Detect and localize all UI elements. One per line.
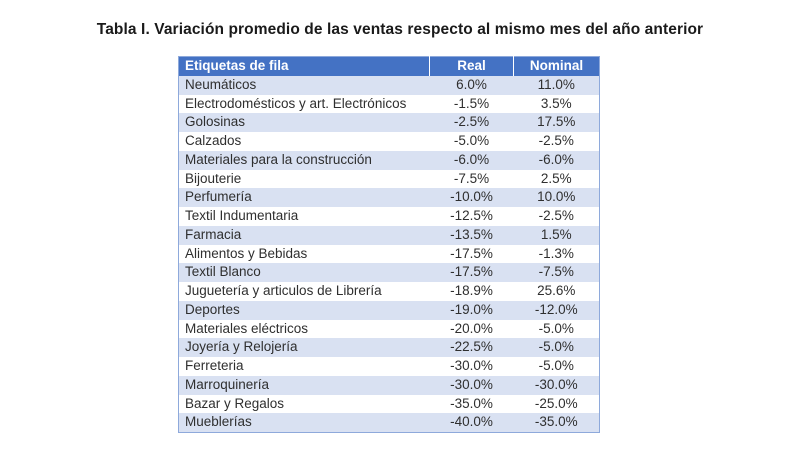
table-row	[179, 188, 600, 207]
row-label: Textil Indumentaria	[185, 208, 299, 223]
nominal-value: 25.6%	[537, 283, 576, 298]
table-row	[179, 376, 600, 395]
real-value: -1.5%	[453, 95, 490, 111]
row-label: Joyería y Relojería	[185, 339, 298, 355]
real-value: -2.5%	[453, 114, 490, 130]
row-label: Marroquinería	[185, 376, 270, 392]
table-row	[179, 95, 600, 114]
row-label: Perfumería	[185, 189, 252, 205]
nominal-value: 10.0%	[537, 189, 576, 205]
row-label: Electrodomésticos y art. Electrónicos	[185, 95, 407, 111]
row-label: Bijouterie	[185, 170, 242, 186]
nominal-value: -5.0%	[538, 320, 574, 336]
nominal-value: -2.5%	[538, 133, 574, 148]
row-label: Deportes	[185, 301, 240, 317]
row-label: Bazar y Regalos	[185, 395, 285, 411]
real-value: -30.0%	[450, 376, 493, 392]
nominal-value: 3.5%	[540, 95, 572, 111]
table-row	[179, 320, 600, 339]
real-value: -18.9%	[450, 283, 493, 298]
row-label: Farmacia	[185, 226, 242, 242]
real-value: -22.5%	[450, 339, 493, 355]
sales-variation-table	[178, 56, 600, 433]
table-row	[179, 282, 600, 301]
real-value: -17.5%	[450, 264, 493, 280]
column-header-real: Real	[430, 57, 514, 76]
nominal-value: 11.0%	[537, 76, 575, 92]
nominal-value: -30.0%	[534, 376, 578, 392]
nominal-value: -6.0%	[538, 151, 574, 167]
row-label: Juguetería y articulos de Librería	[185, 283, 382, 298]
row-label: Textil Blanco	[185, 264, 261, 280]
nominal-value: 17.5%	[537, 114, 576, 130]
table-row	[179, 301, 600, 320]
nominal-value: 1.5%	[540, 226, 572, 242]
row-label: Calzados	[185, 133, 242, 148]
table-header-row	[179, 57, 600, 76]
real-value: -17.5%	[450, 245, 493, 261]
page-title: Tabla I. Variación promedio de las ventas respecto al mismo mes del año anterior	[96, 21, 704, 38]
row-label: Alimentos y Bebidas	[185, 245, 308, 261]
table-row	[179, 413, 600, 432]
nominal-value: -35.0%	[534, 414, 578, 430]
row-label: Golosinas	[185, 114, 246, 130]
row-label: Mueblerías	[185, 414, 252, 430]
row-label: Ferreteria	[185, 358, 244, 373]
nominal-value: -12.0%	[534, 301, 578, 317]
nominal-value: -5.0%	[538, 339, 574, 355]
table-row	[179, 263, 600, 282]
nominal-value: -1.3%	[538, 245, 574, 261]
table-row	[179, 395, 600, 414]
real-value: 6.0%	[456, 76, 487, 92]
nominal-value: -2.5%	[538, 208, 574, 223]
table-row	[179, 113, 600, 132]
nominal-value: -5.0%	[538, 358, 574, 373]
table-row	[179, 245, 600, 264]
nominal-value: 2.5%	[540, 170, 572, 186]
real-value: -20.0%	[450, 320, 493, 336]
row-label: Materiales para la construcción	[185, 151, 372, 167]
row-label: Neumáticos	[185, 76, 257, 92]
real-value: -30.0%	[450, 358, 493, 373]
nominal-value: -7.5%	[538, 264, 574, 280]
nominal-value: -25.0%	[534, 395, 578, 411]
table-row	[179, 151, 600, 170]
table-row	[179, 132, 600, 151]
table-row	[179, 76, 600, 95]
column-header-nominal: Nominal	[514, 57, 600, 76]
table-row	[179, 207, 600, 226]
real-value: -40.0%	[450, 414, 493, 430]
real-value: -5.0%	[453, 133, 490, 148]
row-label: Materiales eléctricos	[185, 320, 309, 336]
real-value: -12.5%	[450, 208, 493, 223]
real-value: -13.5%	[450, 226, 493, 242]
table-row	[179, 226, 600, 245]
real-value: -19.0%	[450, 301, 493, 317]
real-value: -7.5%	[453, 170, 490, 186]
real-value: -35.0%	[450, 395, 493, 411]
table-row	[179, 170, 600, 189]
table-row	[179, 338, 600, 357]
table-row	[179, 357, 600, 376]
real-value: -10.0%	[450, 189, 493, 205]
real-value: -6.0%	[453, 151, 490, 167]
table-body	[179, 76, 600, 433]
column-header-etiquetas-de-fila: Etiquetas de fila	[179, 57, 430, 76]
